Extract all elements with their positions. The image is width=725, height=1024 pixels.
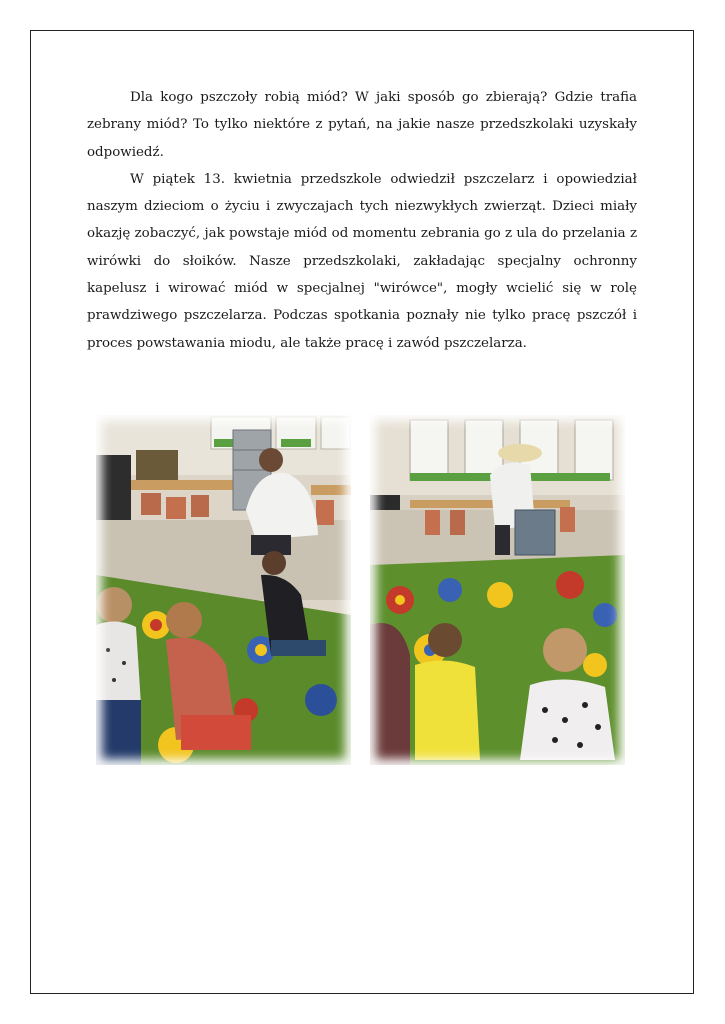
paragraph-intro: Dla kogo pszczoły robią miód? W jaki sposób go zbierają? Gdzie trafia zebrany miód? To tylko niektóre z pytań, na jakie nasze przedszkolaki uzyskały odpowiedź. xyxy=(87,90,637,160)
article-text xyxy=(87,84,637,357)
paragraph-visit: W piątek 13. kwietnia przedszkole odwiedził pszczelarz i opowiedział naszym dzieciom o życiu i zwyczajach tych niezwykłych zwierząt. Dzieci miały okazję zobaczyć, jak powstaje miód od momentu zebrania go z ula do przelania z wirówki do słoików. Nasze przedszkolaki, zakładając specjalny ochronny kapelusz i wirować miód w specjalnej "wirówce", mogły wcielić się w rolę prawdziwego pszczelarza. Podczas spotkania poznały nie tylko pracę pszczół i proces powstawania miodu, ale także pracę i zawód pszczelarza. xyxy=(87,171,637,351)
photo-beekeeper-extractor xyxy=(96,415,351,765)
photo-beekeeper-hat xyxy=(370,415,625,765)
